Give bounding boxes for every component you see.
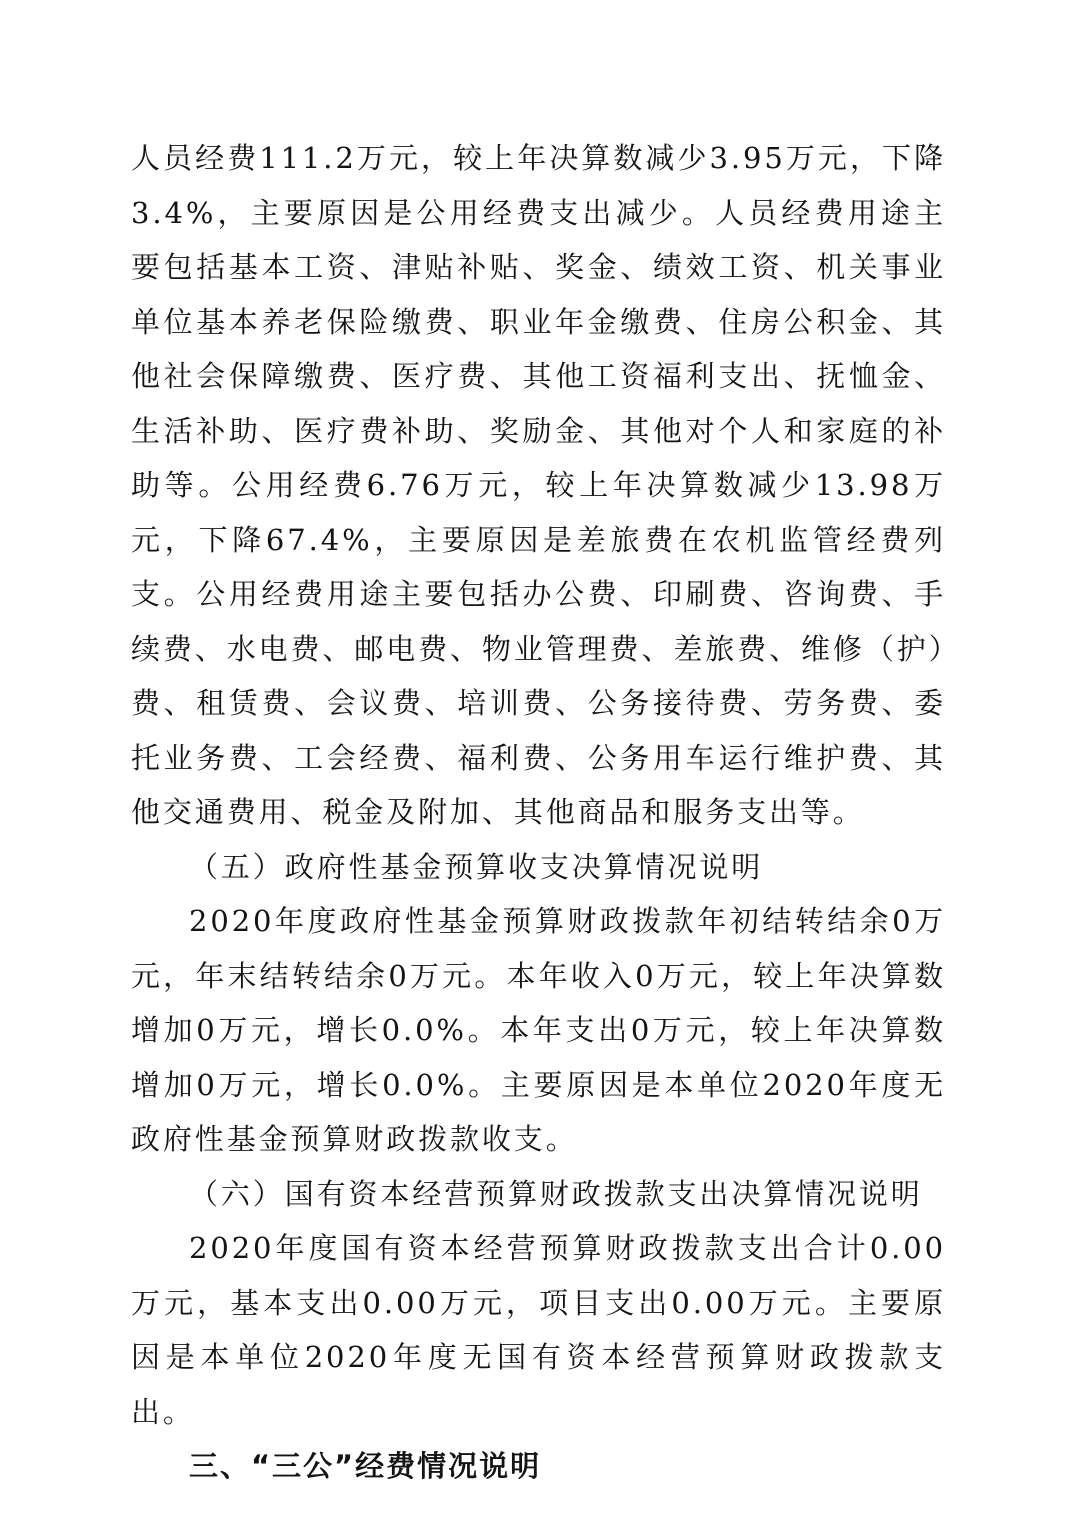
paragraph-personnel-public-expenses: 人员经费111.2万元，较上年决算数减少3.95万元，下降3.4%，主要原因是公用经费支出减少。人员经费用途主要包括基本工资、津贴补贴、奖金、绩效工资、机关事业单位基本养老保险缴费、职业年金缴费、住房公积金、其他社会保障缴费、医疗费、其他工资福利支出、抚恤金、生活补助、医疗费补助、奖励金、其他对个人和家庭的补助等。公用经费6.76万元，较上年决算数减少13.98万元，下降67.4%，主要原因是差旅费在农机监管经费列支。公用经费用途主要包括办公费、印刷费、咨询费、手续费、水电费、邮电费、物业管理费、差旅费、维修（护）费、租赁费、会议费、培训费、公务接待费、劳务费、委托业务费、工会经费、福利费、公务用车运行维护费、其他交通费用、税金及附加、其他商品和服务支出等。 [131,141,946,829]
paragraph-state-capital-budget: 2020年度国有资本经营预算财政拨款支出合计0.00万元，基本支出0.00万元，项目支出0.00万元。主要原因是本单位2020年度无国有资本经营预算财政拨款支出。 [131,1231,946,1429]
section-heading-three-public-expenses: 三、“三公”经费情况说明 [189,1449,542,1483]
subheading-government-fund-budget: （五）政府性基金预算收支决算情况说明 [189,849,764,884]
subheading-state-capital-budget: （六）国有资本经营预算财政拨款支出决算情况说明 [189,1176,923,1211]
body-text [131,131,946,1494]
paragraph-government-fund-budget: 2020年度政府性基金预算财政拨款年初结转结余0万元，年末结转结余0万元。本年收入0万元，较上年决算数增加0万元，增长0.0%。本年支出0万元，较上年决算数增加0万元，增长0.0%。主要原因是本单位2020年度无政府性基金预算财政拨款收支。 [131,904,946,1156]
